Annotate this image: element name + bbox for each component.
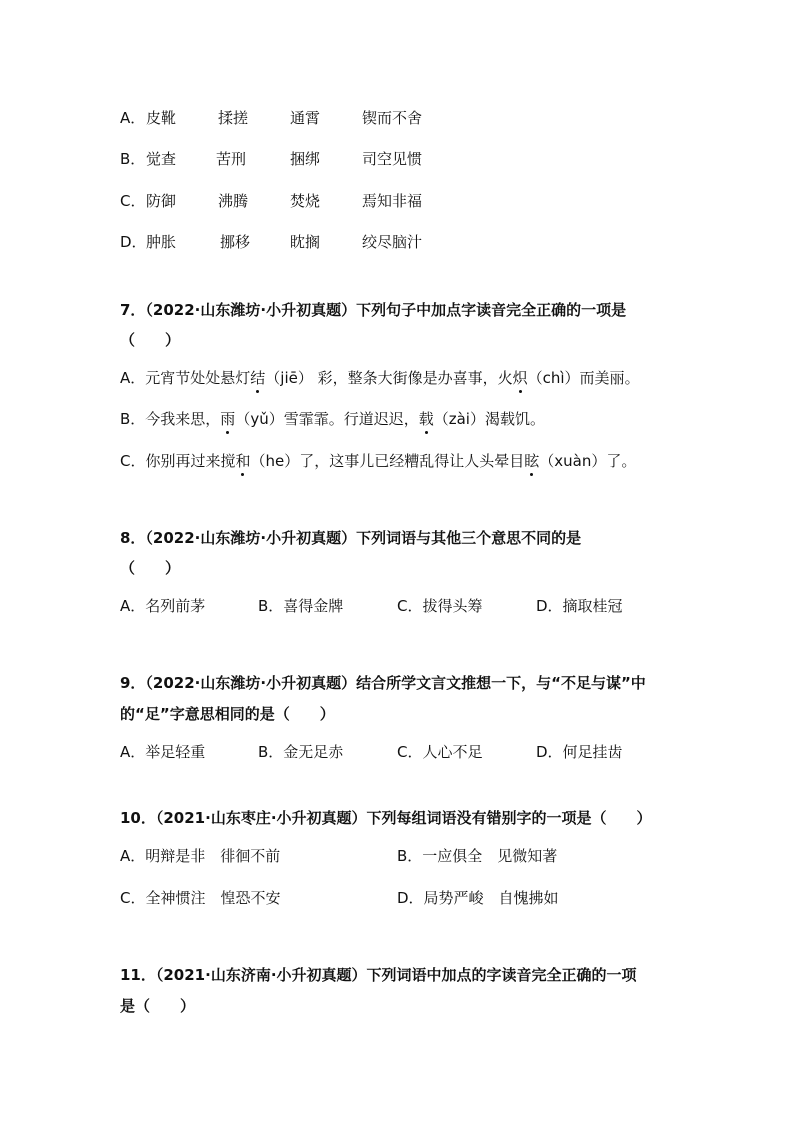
option-word: 肿胀: [146, 233, 177, 251]
q6-option-c: [120, 191, 680, 211]
dotted-char: 和: [235, 452, 251, 470]
q8-stem: 8．（2022·山东潍坊·小升初真题）下列词语与其他三个意思不同的是: [120, 529, 582, 547]
option-c: C．全神惯注 惶恐不安: [120, 889, 281, 907]
option-word: 焉知非福: [362, 192, 423, 210]
q7-stem: 7．（2022·山东潍坊·小升初真题）下列句子中加点字读音完全正确的一项是: [120, 301, 627, 319]
option-word: 司空见惯: [362, 150, 423, 168]
q8-answer-blank: （ ）: [120, 559, 181, 577]
option-letter: A．: [120, 109, 146, 127]
option-word: 眈搁: [290, 233, 321, 251]
q11-stem-line2: 是（ ）: [120, 997, 196, 1015]
option-word: 皮靴: [146, 109, 177, 127]
dotted-char: 雨: [220, 410, 236, 428]
option-word: 觉查: [146, 150, 177, 168]
q7-option-a: A．元宵节处处悬灯结（jiē） 彩，整条大街像是办喜事，火炽（chì）而美丽。: [120, 369, 640, 387]
option-word: 挪移: [220, 233, 251, 251]
option-word: 捆绑: [290, 150, 321, 168]
option-word: 锲而不舍: [362, 109, 423, 127]
option-word: 揉搓: [218, 109, 249, 127]
option-a: A．名列前茅: [120, 597, 206, 615]
option-letter: B．: [120, 150, 146, 168]
q8-options: [120, 596, 680, 616]
option-a: A．明辩是非 徘徊不前: [120, 847, 281, 865]
q10-stem: 10．（2021·山东枣庄·小升初真题）下列每组词语没有错别字的一项是（ ）: [120, 809, 652, 827]
dotted-char: 炽: [512, 369, 528, 387]
option-d: D．摘取桂冠: [536, 597, 623, 615]
q7-option-c: C．你别再过来搅和（he）了，这事儿已经糟乱得让人头晕目眩（xuàn）了。: [120, 452, 637, 470]
option-letter: C．: [120, 192, 146, 210]
q10-options-row2: [120, 888, 680, 908]
q11-stem-line1: 11．（2021·山东济南·小升初真题）下列词语中加点的字读音完全正确的一项: [120, 966, 637, 984]
option-letter: D．: [120, 233, 147, 251]
option-word: 沸腾: [218, 192, 249, 210]
q7-answer-blank: （ ）: [120, 331, 181, 349]
option-word: 绞尽脑汁: [362, 233, 423, 251]
q9-stem-line1: 9．（2022·山东潍坊·小升初真题）结合所学文言文推想一下，与“不足与谋”中: [120, 674, 646, 692]
option-c: C．人心不足: [397, 743, 483, 761]
q6-option-b: [120, 149, 680, 169]
option-word: 焚烧: [290, 192, 321, 210]
option-c: C．拔得头筹: [397, 597, 483, 615]
q9-options: [120, 742, 680, 762]
option-d: D．何足挂齿: [536, 743, 623, 761]
dotted-char: 眩: [524, 452, 540, 470]
dotted-char: 结: [250, 369, 266, 387]
option-word: 苦刑: [216, 150, 247, 168]
option-d: D．局势严峻 自愧拂如: [397, 889, 559, 907]
option-a: A．举足轻重: [120, 743, 206, 761]
option-b: B．一应俱全 见微知著: [397, 847, 558, 865]
q9-stem-line2: 的“足”字意思相同的是（ ）: [120, 705, 335, 723]
option-word: 通霄: [290, 109, 321, 127]
q6-option-d: [120, 232, 680, 252]
dotted-char: 载: [418, 410, 434, 428]
q10-options-row1: [120, 846, 680, 866]
option-b: B．金无足赤: [258, 743, 344, 761]
q6-option-a: [120, 108, 680, 128]
option-word: 防御: [146, 192, 177, 210]
q7-option-b: B．今我来思，雨（yǔ）雪霏霏。行道迟迟，载（zài）渴载饥。: [120, 410, 545, 428]
option-b: B．喜得金牌: [258, 597, 344, 615]
